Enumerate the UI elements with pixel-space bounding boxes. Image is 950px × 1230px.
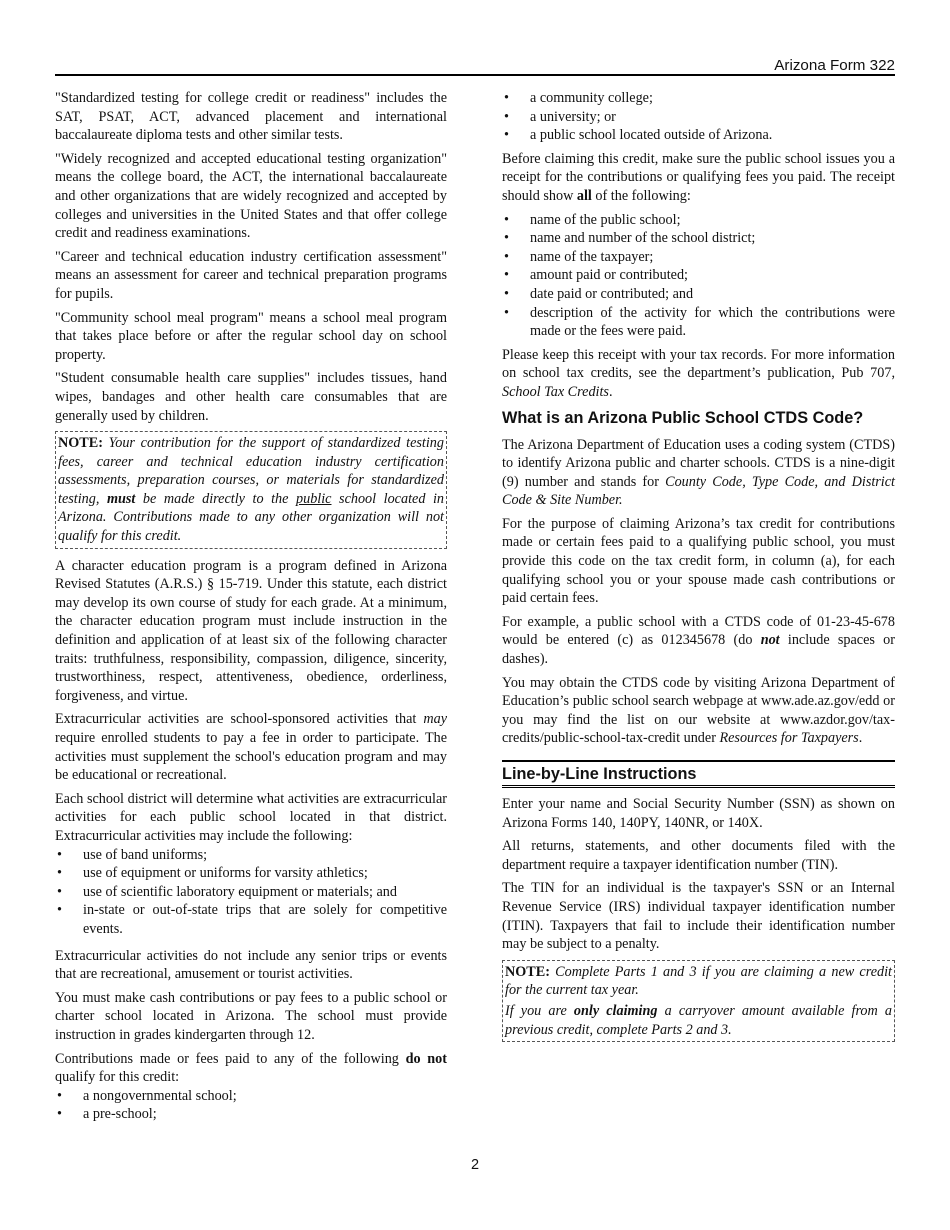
note-text xyxy=(58,434,444,546)
list-item: • name of the public school; xyxy=(502,211,895,230)
ctds-paragraph-3 xyxy=(502,613,895,669)
list-item: • description of the activity for which the contributions were made or the fees were paid. xyxy=(502,304,895,341)
note-part-1: Your contribution for the support of standardized testing fees, career and technical education industry certification assessments, preparation courses, or materials for standardized testing, xyxy=(58,435,444,507)
list-item: • a pre-school; xyxy=(55,1105,447,1124)
receipt-all: all xyxy=(576,187,592,204)
definition-health: "Student consumable health care supplies" includes tissues, hand wipes, bandages and other health care consumables that are generally used by children. xyxy=(55,370,447,424)
note2-part-2a: If you are xyxy=(505,1002,574,1019)
note-underline-public: public xyxy=(296,490,332,507)
note2-line-1 xyxy=(505,963,892,1000)
list-item: • amount paid or contributed; xyxy=(502,266,895,285)
list-item: • a community college; xyxy=(502,89,895,108)
note-part-2: be made directly to the xyxy=(135,490,297,507)
extracurricular-paragraph-3: Extracurricular activities do not include any senior trips or events that are recreational, amusement or tourist activities. xyxy=(55,947,447,983)
ctds-heading: What is an Arizona Public School CTDS Code? xyxy=(502,408,864,427)
extra-part-b: require enrolled students to pay a fee in order to participate. The activities must supplement the school's education program and may be educational or recreational. xyxy=(55,730,447,784)
extracurricular-paragraph-2: Each school district will determine what activities are extracurricular activities for each public school located in that district. Extracurricular activities may include the following: xyxy=(55,790,447,844)
extra-part-a: Extracurricular activities are school-sponsored activities that xyxy=(55,711,424,728)
receipt-requirements-list xyxy=(502,211,895,341)
do-not-qualify-list xyxy=(55,1087,447,1124)
line-by-line-heading: Line-by-Line Instructions xyxy=(502,760,895,788)
receipt-part-a: Before claiming this credit, make sure the public school issues you a receipt for the contributions or qualifying fees you paid. The receipt should show xyxy=(502,150,895,204)
header-rule xyxy=(55,74,895,76)
list-item: • a public school located outside of Arizona. xyxy=(502,126,895,145)
resources-for-taxpayers: Resources for Taxpayers xyxy=(719,730,859,747)
extracurricular-list xyxy=(55,846,447,939)
note2-label: NOTE: xyxy=(505,963,550,980)
receipt-part-b: of the following: xyxy=(591,187,691,204)
right-column xyxy=(502,89,895,1050)
list-item: • in-state or out-of-state trips that are solely for competitive events. xyxy=(55,901,447,938)
ctds-4-part-a: You may obtain the CTDS code by visiting Arizona Department of Education’s public school search webpage at www.ade.az.gov/edd or you may find the list on our website at www.azdor.gov/tax-credits/public-school-tax-credit under xyxy=(502,674,895,747)
note-box-parts xyxy=(502,960,895,1042)
definition-career: "Career and technical education industry certification assessment" means an assessment for career and technical preparation programs for pupils. xyxy=(55,248,447,302)
list-item: • a nongovernmental school; xyxy=(55,1087,447,1106)
ctds-1-italic: County Code, Type Code, and District Code & Site Number. xyxy=(502,473,895,509)
line-by-line-paragraph-2: All returns, statements, and other documents filed with the department require a taxpayer identification number (TIN). xyxy=(502,838,895,873)
ctds-paragraph-2: For the purpose of claiming Arizona’s tax credit for contributions made or certain fees paid to a qualifying public school, you must provide this code on the tax credit form, in column (a), for each qualifying school you or your spouse made cash contributions or paid certain fees. xyxy=(502,515,895,607)
ctds-paragraph-1 xyxy=(502,436,895,510)
list-item: • name of the taxpayer; xyxy=(502,248,895,267)
definition-testing: "Standardized testing for college credit or readiness" includes the SAT, PSAT, ACT, advanced placement and international baccalaureate diploma tests and other similar tests. xyxy=(55,90,447,144)
note-part-3: school located in Arizona. Contributions made to any other organization will not qualify for this credit. xyxy=(58,490,445,545)
list-item: • name and number of the school district; xyxy=(502,229,895,248)
receipt-paragraph xyxy=(502,150,895,206)
definition-meal: "Community school meal program" means a school meal program that takes place before or after the regular school day on school property. xyxy=(55,309,447,363)
note-emphasis-must: must xyxy=(106,490,136,507)
keep-part-b: . xyxy=(608,383,613,400)
extracurricular-paragraph-1 xyxy=(55,710,447,784)
left-column xyxy=(55,89,447,1129)
donot-part-c: qualify for this credit: xyxy=(55,1069,180,1086)
keep-receipt-paragraph xyxy=(502,346,895,402)
cash-contribution-paragraph: You must make cash contributions or pay fees to a public school or charter school located in Arizona. The school must provide instruction in grades kindergarten through 12. xyxy=(55,989,447,1043)
do-not-qualify-paragraph xyxy=(55,1050,447,1087)
ctds-paragraph-4 xyxy=(502,674,895,748)
list-item: • use of scientific laboratory equipment or materials; and xyxy=(55,883,447,902)
form-title: Arizona Form 322 xyxy=(774,57,895,74)
donot-bold: do not xyxy=(405,1050,447,1067)
note2-only-claiming: only claiming xyxy=(573,1002,658,1019)
publication-title: School Tax Credits xyxy=(502,383,609,400)
note2-line-2 xyxy=(505,1002,892,1039)
extra-may: may xyxy=(423,711,447,728)
do-not-qualify-list-continued xyxy=(502,89,895,145)
page-number: 2 xyxy=(470,1157,480,1173)
line-by-line-paragraph-3: The TIN for an individual is the taxpayer's SSN or an Internal Revenue Service (IRS) individual taxpayer identification number (ITIN). Taxpayers that fail to include their identification number may be subject to a penalty. xyxy=(502,880,895,953)
note-box-standardized xyxy=(55,431,447,549)
ctds-3-not: not xyxy=(760,632,780,649)
character-education-paragraph: A character education program is a program defined in Arizona Revised Statutes (A.R.S.) § 15-719. Under this statute, each district may develop its own course of study for each grade. At a minimum, the character education program must include instruction in the definition and application of at least six of the following character traits: truthfulness, responsibility, compassion, diligence, sincerity, trustworthiness, respect, attentiveness, obedience, orderliness, forgiveness, and virtue. xyxy=(55,557,447,704)
note2-part-2b: a carryover amount available from a previous credit, complete Parts 2 and 3. xyxy=(505,1002,892,1038)
list-item: • use of band uniforms; xyxy=(55,846,447,865)
list-item: • a university; or xyxy=(502,108,895,127)
ctds-4-part-c: . xyxy=(858,730,863,747)
note2-part-1: Complete Parts 1 and 3 if you are claiming a new credit for the current tax year. xyxy=(505,963,892,999)
list-item: • date paid or contributed; and xyxy=(502,285,895,304)
line-by-line-paragraph-1: Enter your name and Social Security Number (SSN) as shown on Arizona Forms 140, 140PY, 140NR, or 140X. xyxy=(502,796,895,831)
list-item: • use of equipment or uniforms for varsity athletics; xyxy=(55,864,447,883)
ctds-3-part-a: For example, a public school with a CTDS code of 01-23-45-678 would be entered (c) as 012345678 (do xyxy=(502,613,895,649)
donot-part-a: Contributions made or fees paid to any of the following xyxy=(55,1050,406,1067)
ctds-1-part-a: The Arizona Department of Education uses a coding system (CTDS) to identify Arizona public and charter schools. CTDS is a nine-digit (9) number and stands for xyxy=(502,436,895,490)
keep-part-a: Please keep this receipt with your tax records. For more information on school tax credits, see the department’s publication, Pub 707, xyxy=(502,346,895,382)
ctds-3-part-b: include spaces or dashes). xyxy=(502,632,895,668)
note-label: NOTE: xyxy=(58,435,103,452)
definition-organization: "Widely recognized and accepted educational testing organization" means the college board, the ACT, the international baccalaureate and other organizations that are widely recognized and accepted by colleges and universities in the United States and that offer college credit and readiness examinations. xyxy=(55,150,447,242)
